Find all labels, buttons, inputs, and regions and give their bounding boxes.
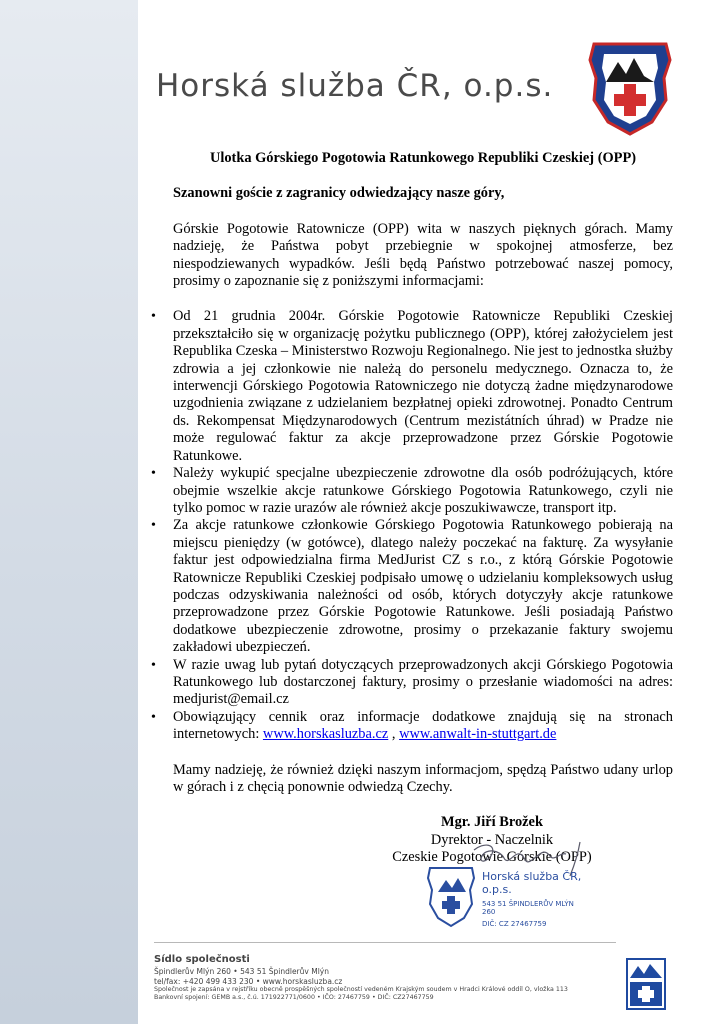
greeting: Szanowni goście z zagranicy odwiedzający nasze góry,	[173, 185, 505, 202]
footer-address: Špindlerův Mlýn 260 • 543 51 Špindlerův Mlýn	[154, 967, 329, 976]
footer-divider	[154, 942, 616, 943]
list-item: • Za akcje ratunkowe członkowie Górskiego Pogotowia Ratunkowego pobierają na miejscu pieniędzy (w gotówce), dlatego należy poczekać na fakturę. Za wysyłanie faktur jest odpowiedzialna firma MedJurist CZ s r.o., z którą Górskie Pogotowie Ratownicze Republiki Czeskiej podpisało umowę o udzielaniu kompleksowych usług podczas odzyskiwania należności od osób, których dotyczyły akcje ratunkowe przeprowadzone przez Górskie Pogotowie Ratunkowe. Jeśli posiadają Państwo dodatkowe ubezpieczenie zdrowotne, prosimy o przekazanie faktury swojemu zakładowi ubezpieczeń.	[173, 517, 673, 656]
footer-contact: tel/fax: +420 499 433 230 • www.horskasluzba.cz	[154, 976, 343, 986]
letter-body	[173, 150, 673, 867]
organization-title: Horská služba ČR, o.p.s.	[156, 68, 554, 104]
footer	[154, 954, 624, 1002]
left-sidebar-band	[0, 0, 138, 1024]
footer-registry: Společnost je zapsána v rejstříku obecně prospěšných společností vedeném Krajským soudem v Hradci Králové oddíl O, vložka 113	[154, 986, 568, 993]
anwalt-link[interactable]: www.anwalt-in-stuttgart.de	[399, 726, 557, 743]
document-heading: Ulotka Górskiego Pogotowia Ratunkowego Republiki Czeskiej (OPP)	[209, 150, 637, 166]
list-item: • W razie uwag lub pytań dotyczących przeprowadzonych akcji Górskiego Pogotowia Ratunkowego lub dostarczonej faktury, prosimy o przesłanie wiadomości na adres: medjurist@email.cz	[173, 657, 673, 709]
info-list	[173, 308, 673, 743]
list-item: • Należy wykupić specjalne ubezpieczenie zdrowotne dla osób podróżujących, które obejmie wszelkie akcje ratunkowe Górskiego Pogotowia Ratunkowego, czyli nie tylko pomoc w razie urazów ale również akcje poszukiwawcze, transport itp.	[173, 465, 673, 517]
link-separator: ,	[388, 726, 400, 743]
stamp-dic: DIČ: CZ 27467759	[482, 920, 547, 928]
organization-stamp	[426, 864, 586, 928]
footer-bank: Bankovní spojení: GEMB a.s., č.ú. 171922771/0600 • IČO: 27467759 • DIČ: CZ27467759	[154, 994, 434, 1002]
stamp-org-name: Horská služba ČR, o.p.s.	[482, 870, 582, 896]
ikar-cisa-logo-icon	[626, 958, 666, 1010]
closing-paragraph: Mamy nadzieję, że również dzięki naszym informacjom, spędzą Państwo udany urlop w górach i z chęcią ponownie odwiedzą Czechy.	[173, 761, 673, 795]
horskasluzba-link[interactable]: www.horskasluzba.cz	[262, 726, 389, 743]
signer-organization: Czeskie Pogotowie Górskie (OPP)	[392, 849, 592, 866]
stamp-emblem-icon	[426, 864, 476, 928]
list-item	[173, 709, 673, 744]
stamp-text	[482, 870, 586, 928]
stamp-address: 543 51 ŠPINDLERŮV MLÝN 260	[482, 900, 574, 916]
signer-name: Mgr. Jiří Brožek	[441, 814, 543, 831]
horska-sluzba-emblem-icon	[584, 38, 676, 138]
footer-title: Sídlo společnosti	[154, 954, 250, 965]
intro-paragraph: Górskie Pogotowie Ratownicze (OPP) wita w naszych pięknych górach. Mamy nadzieję, że Państwa pobyt przebiegnie w spokojnej atmosferze, bez niespodziewanych wypadków. Jeśli będą Państwo potrzebować naszej pomocy, prosimy o zapoznanie się z poniższymi informacjami:	[173, 220, 673, 290]
signer-role: Dyrektor - Naczelnik	[430, 831, 554, 848]
list-item-text: Obowiązujący cennik oraz informacje dodatkowe znajdują się na stronach internetowych:	[173, 708, 673, 743]
list-item: • Od 21 grudnia 2004r. Górskie Pogotowie Ratownicze Republiki Czeskiej przekształciło się w organizację pożytku publicznego (OPP), której założycielem jest Republika Czeska – Ministerstwo Rozwoju Regionalnego. Nie jest to jednostka służby zdrowia a jej członkowie nie należą do personelu medycznego. Oznacza to, że interwencji Górskiego Pogotowia Ratowniczego nie dotyczą żadne międzynarodowe uzgodnienia związane z udzielaniem bezpłatnej opieki zdrowotnej. Ponadto Centrum ds. Rekompensat Międzynarodowych (Centrum mezistátních úhrad) w Pradze nie może regulować faktur za akcje przeprowadzone przez Górskie Pogotowie Ratunkowe.	[173, 308, 673, 465]
